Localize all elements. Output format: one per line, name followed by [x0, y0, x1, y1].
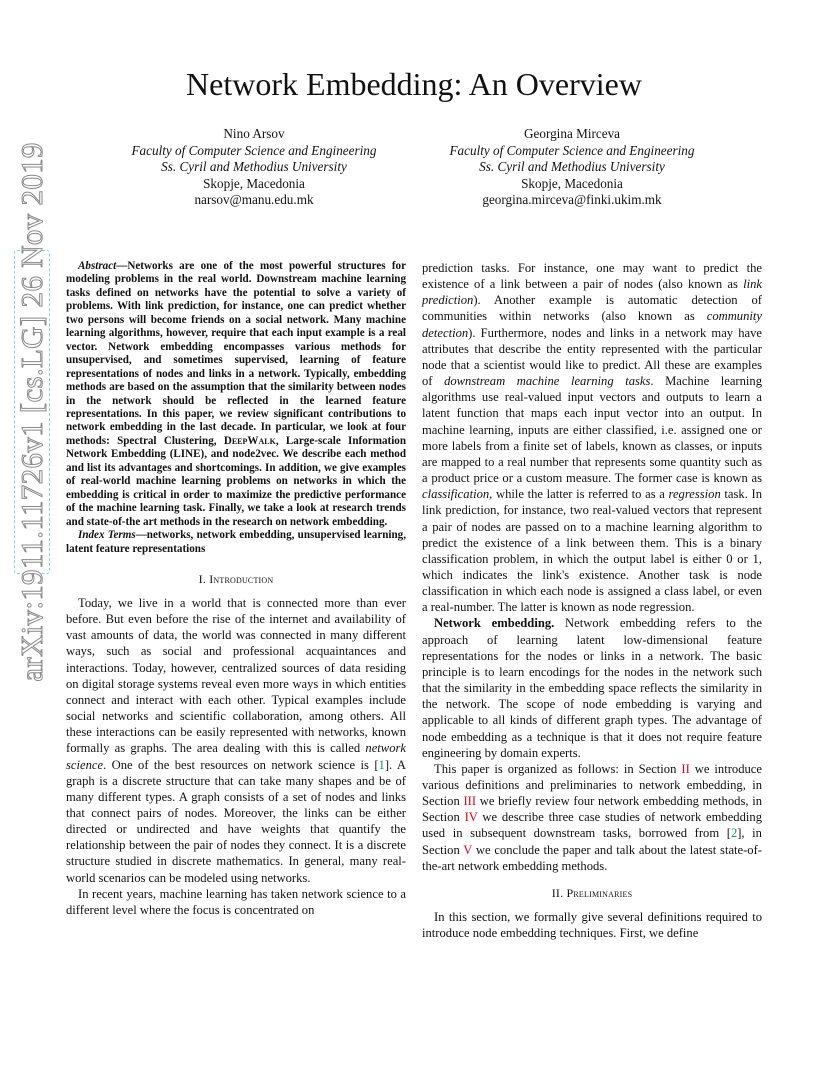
left-column — [66, 260, 406, 918]
author-affiliation: Faculty of Computer Science and Engineering — [131, 142, 377, 158]
intro-paragraph-1: Today, we live in a world that is connected more than ever before. But even before the rise of the internet and availability of vast amounts of data, the world was connected in many different ways, such as social and professional acquaintances and interactions. Today, however, centralized sources of data residing on digital storage systems reveal even more ways in which entities connect and interact with each other. Typical examples include social networks and scientific collaboration, among others. All these interactions can be easily represented with networks, known formally as graphs. The area dealing with this is called network science. One of the best resources on network science is [1]. A graph is a discrete structure that can take many shapes and be of many different types. A graph consists of a set of nodes and links that connect pairs of nodes. Moreover, the links can be either directed or undirected and have weights that quantify the relationship between the pair of nodes they connect. It is a discrete structure studied in discrete mathematics. In general, many real-world scenarios can be modeled using networks. — [66, 595, 406, 885]
index-terms-label: Index Terms — [78, 529, 136, 542]
section-link[interactable]: III — [463, 794, 477, 809]
network-embedding-paragraph: Network embedding. Network embedding refers to the approach of learning latent low-dimensional feature representations for the nodes or links in a network. The basic principle is to learn encodings for the nodes in the network such that the similarity in the embedding space reflects the similarity in the network. The scope of node embedding is varying and applicable to all kinds of different graph types. The advantage of node embedding as a technique is that it does not require feature engineering by domain experts. — [422, 616, 762, 760]
arxiv-stamp-text: arXiv:1911.11726v1 [cs.LG] 26 Nov 2019 — [14, 142, 49, 682]
author-email: narsov@manu.edu.mk — [194, 192, 314, 208]
right-column — [422, 260, 762, 941]
author-city: Skopje, Macedonia — [521, 175, 623, 191]
index-terms: Index Terms—networks, network embedding, unsupervised learning, latent feature representations — [66, 529, 406, 555]
author-block-1 — [84, 126, 424, 209]
author-affiliation: Faculty of Computer Science and Engineering — [449, 142, 695, 158]
organization-paragraph: This paper is organized as follows: in Section II we introduce various definitions and preliminaries to network embedding, in Section III we briefly review four network embedding methods, in Section IV we describe three case studies of network embedding used in subsequent downstream tasks, borrowed from [2], in Section V we conclude the paper and talk about the latest state-of-the-art network embedding methods. — [422, 761, 762, 873]
author-university: Ss. Cyril and Methodius University — [161, 159, 347, 175]
author-block-2 — [402, 126, 742, 209]
intro-paragraph-2-cont: prediction tasks. For instance, one may want to predict the existence of a link between a pair of nodes (also known as link prediction). Another example is automatic detection of communities within networks (also known as community detection). Furthermore, nodes and links in a network may have attributes that describe the entity represented with the particular node that a scientist would like to predict. All these are examples of downstream machine learning tasks. Machine learning algorithms use real-valued input vectors and outputs to learn a latent function that maps each input vector into an output. In machine learning, inputs are either classified, i.e. assigned one or more labels from a finite set of labels, known as classes, or inputs are mapped to a real number that represents some quantity such as a product price or a custom measure. The former case is known as classification, while the latter is referred to as a regression task. In link prediction, for instance, two real-valued vectors that represent a pair of nodes are passed on to a machine learning algorithm to predict the existence of a link between them. This is a binary classification problem, in which the output label is either 0 or 1, which indicates the link's existence. Another task is node classification in which each node is assigned a class label, or even a real-number. The latter is known as node regression. — [422, 261, 762, 615]
intro-paragraph-2: In recent years, machine learning has taken network science to a different level where the focus is concentrated on — [66, 886, 406, 917]
prelim-paragraph-1: In this section, we formally give several definitions required to introduce node embedding techniques. First, we define — [422, 909, 762, 941]
author-name: Georgina Mirceva — [523, 126, 621, 141]
paper-title: Network Embedding: An Overview — [186, 66, 642, 102]
abstract: Abstract—Networks are one of the most powerful structures for modeling problems in the real world. Downstream machine learning tasks defined on networks have the potential to solve a variety of problems. With link prediction, for instance, one can predict whether two persons will become friends on a social network. Many machine learning algorithms, however, require that each input example is a real vector. Network embedding encompasses various methods for unsupervised, and sometimes supervised, learning of feature representations of nodes and links in a network. Typically, embedding methods are based on the assumption that the similarity between nodes in the network should be reflected in the learned feature representations. In this paper, we review significant contributions to network embedding in the last decade. In particular, we look at four methods: Spectral Clustering, DeepWalk, Large-scale Information Network Embedding (LINE), and node2vec. We describe each method and list its advantages and shortcomings. In addition, we give examples of real-world machine learning problems on networks in which the embedding is critical in order to maximize the predictive performance of the machine learning task. Finally, we take a look at research trends and state-of-the art methods in the research on network embedding. — [66, 260, 406, 528]
section-heading-preliminaries: II. Preliminaries — [551, 885, 633, 900]
abstract-label: Abstract — [78, 260, 117, 272]
author-university: Ss. Cyril and Methodius University — [479, 159, 665, 175]
section-link[interactable]: IV — [464, 810, 478, 825]
section-link[interactable]: V — [463, 842, 473, 857]
deepwalk-name: DeepWalk — [223, 434, 276, 447]
author-email: georgina.mirceva@finki.ukim.mk — [482, 192, 662, 208]
citation-link[interactable]: 1 — [378, 757, 385, 772]
author-city: Skopje, Macedonia — [203, 175, 305, 191]
author-name: Nino Arsov — [223, 126, 285, 141]
section-heading-introduction: I. Introduction — [198, 571, 274, 586]
paragraph-heading: Network embedding. — [434, 616, 555, 631]
section-link[interactable]: II — [681, 761, 690, 776]
arxiv-stamp — [8, 142, 56, 682]
citation-link[interactable]: 2 — [730, 826, 738, 841]
